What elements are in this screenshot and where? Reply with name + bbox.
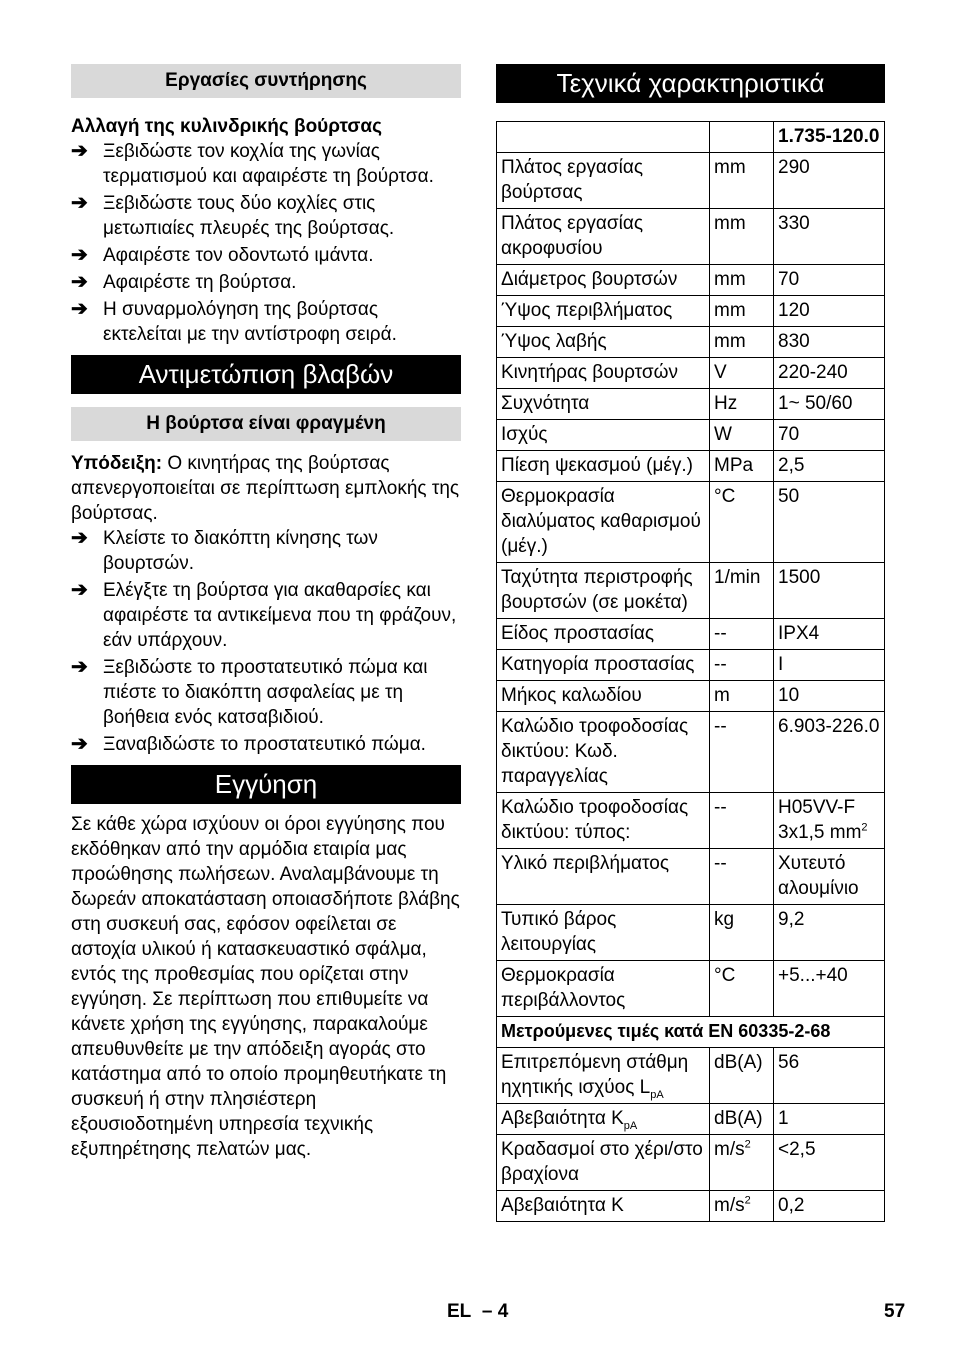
spec-label: Μήκος καλωδίου: [497, 681, 710, 712]
spec-label: Θερμοκρασία διαλύματος καθαρισμού (μέγ.): [497, 482, 710, 563]
arrow-right-icon: ➔: [71, 656, 88, 678]
arrow-right-icon: ➔: [71, 192, 88, 214]
spec-label: Τυπικό βάρος λειτουργίας: [497, 905, 710, 961]
spec-unit: V: [710, 358, 774, 389]
table-row: Αβεβαιότητα K $m/s^2$ 0,2: [497, 1191, 885, 1222]
table-row: [497, 712, 885, 793]
spec-unit: --: [710, 849, 774, 905]
table-header-row: [497, 122, 885, 153]
spec-label: Διάμετρος βουρτσών: [497, 265, 710, 296]
brush-change-subheading: Αλλαγή της κυλινδρικής βούρτσας: [71, 116, 382, 137]
spec-value: 9,2: [774, 905, 885, 961]
spec-label: Καλώδιο τροφοδοσίας δικτύου: τύπος:: [497, 793, 710, 849]
spec-value: 1500: [774, 563, 885, 619]
table-row: [497, 961, 885, 1017]
spec-unit: mm: [710, 153, 774, 209]
table-row: [497, 793, 885, 849]
arrow-right-icon: ➔: [71, 579, 88, 601]
spec-value: 830: [774, 327, 885, 358]
left-column: [71, 64, 461, 1162]
table-row: [497, 389, 885, 420]
spec-value: H05VV-F 3x1,5 $mm^2$: [774, 793, 885, 849]
troubleshooting-header: Αντιμετώπιση βλαβών: [71, 355, 461, 394]
table-row: Επιτρεπόμενη στάθμη ηχητικής ισχύος $L_{pA}$ dB(A) 56: [497, 1048, 885, 1104]
list-item: ➔ Αφαιρέστε τη βούρτσα.: [71, 271, 297, 293]
spec-unit: 1/min: [710, 563, 774, 619]
table-row: [497, 451, 885, 482]
footer-section: – 4: [481, 1301, 509, 1322]
spec-value: 120: [774, 296, 885, 327]
maintenance-steps: [71, 139, 461, 347]
spec-value: 2,5: [774, 451, 885, 482]
tech-data-header: Τεχνικά χαρακτηριστικά: [496, 64, 885, 103]
spec-value: 10: [774, 681, 885, 712]
measured-values-row: [497, 1017, 885, 1048]
spec-value: 330: [774, 209, 885, 265]
note-label: Υπόδειξη:: [71, 453, 163, 474]
spec-label: Υλικό περιβλήματος: [497, 849, 710, 905]
spec-unit: --: [710, 793, 774, 849]
spec-unit: --: [710, 619, 774, 650]
spec-value: 1~ 50/60: [774, 389, 885, 420]
list-item: ➔ Αφαιρέστε τον οδοντωτό ιμάντα.: [71, 244, 374, 266]
note-text: Ο κινητήρας της βούρτσας απενεργοποιείται σε περίπτωση εμπλοκής της βούρτσας.: [71, 453, 460, 524]
spec-unit: --: [710, 650, 774, 681]
list-item: ➔ Ξεβιδώστε τους δύο κοχλίες στις μετωπιαίες πλευρές της βούρτσας.: [71, 192, 395, 239]
footer-language: EL – 4: [447, 1301, 509, 1322]
spec-unit: °C: [710, 482, 774, 563]
table-row: [497, 563, 885, 619]
spec-value: 70: [774, 265, 885, 296]
spec-value: Χυτευτό αλουμίνιο: [774, 849, 885, 905]
spec-unit: mm: [710, 296, 774, 327]
spec-label: Θερμοκρασία περιβάλλοντος: [497, 961, 710, 1017]
arrow-right-icon: ➔: [71, 271, 88, 293]
table-row: [497, 153, 885, 209]
measured-values-header: Μετρούμενες τιμές κατά EN 60335-2-68: [497, 1017, 885, 1048]
arrow-right-icon: ➔: [71, 244, 88, 266]
spec-unit: kg: [710, 905, 774, 961]
spec-unit: MPa: [710, 451, 774, 482]
spec-label: Πίεση ψεκασμού (μέγ.): [497, 451, 710, 482]
table-row: [497, 209, 885, 265]
list-item: ➔ Κλείστε το διακόπτη κίνησης των βουρτσών.: [71, 527, 378, 574]
table-row: [497, 358, 885, 389]
spec-unit: mm: [710, 209, 774, 265]
table-row: [497, 849, 885, 905]
table-row: Αβεβαιότητα $K_{pA}$ dB(A) 1: [497, 1104, 885, 1135]
tech-data-table: [496, 121, 885, 1222]
list-item: ➔ Ξαναβιδώστε το προστατευτικό πώμα.: [71, 733, 426, 755]
arrow-right-icon: ➔: [71, 140, 88, 162]
spec-label: Κινητήρας βουρτσών: [497, 358, 710, 389]
spec-label: Ισχύς: [497, 420, 710, 451]
list-item: ➔ Ξεβιδώστε τον κοχλία της γωνίας τερματισμού και αφαιρέστε τη βούρτσα.: [71, 140, 434, 187]
model-number: 1.735-120.0: [774, 122, 885, 153]
spec-value: 50: [774, 482, 885, 563]
spec-unit: W: [710, 420, 774, 451]
spec-unit: mm: [710, 327, 774, 358]
warranty-text: Σε κάθε χώρα ισχύουν οι όροι εγγύησης που εκδόθηκαν από την αρμόδια εταιρία μας προώθησης πωλήσεων. Αναλαμβάνουμε τη δωρεάν αποκατάσταση οποιασδήποτε βλάβης στη συσκευή σας, εφόσον οφείλεται σε αστοχία υλικού ή κατασκευαστικό σφάλμα, εντός της προθεσμίας που ορίζεται στην εγγύηση. Σε περίπτωση που επιθυμείτε να κάνετε χρήση της εγγύησης, παρακαλούμε απευθυνθείτε με την απόδειξη αγοράς στο κατάστημα από το οποίο προμηθευτήκατε τη συσκευή ή στην πλησιέστερη εξουσιοδοτημένη υπηρεσία τεχνικής εξυπηρέτησης πελατών μας.: [71, 814, 460, 1160]
spec-unit: --: [710, 712, 774, 793]
maintenance-header: Εργασίες συντήρησης: [71, 64, 461, 98]
right-column: [496, 64, 885, 1222]
page-number: 57: [884, 1301, 906, 1322]
spec-label: Ύψος λαβής: [497, 327, 710, 358]
table-row: Κραδασμοί στο χέρι/στο βραχίονα $m/s^2$ <2,5: [497, 1135, 885, 1191]
list-item: ➔ Η συναρμολόγηση της βούρτσας εκτελείται με την αντίστροφη σειρά.: [71, 298, 397, 345]
spec-value: IPX4: [774, 619, 885, 650]
spec-label: Είδος προστασίας: [497, 619, 710, 650]
brush-blocked-subheader: Η βούρτσα είναι φραγμένη: [71, 407, 461, 441]
spec-label: Συχνότητα: [497, 389, 710, 420]
table-row: [497, 420, 885, 451]
spec-label: Πλάτος εργασίας ακροφυσίου: [497, 209, 710, 265]
spec-label: Ύψος περιβλήματος: [497, 296, 710, 327]
table-row: [497, 681, 885, 712]
arrow-right-icon: ➔: [71, 527, 88, 549]
spec-unit: m: [710, 681, 774, 712]
spec-value: 6.903-226.0: [774, 712, 885, 793]
spec-label: Καλώδιο τροφοδοσίας δικτύου: Κωδ. παραγγελίας: [497, 712, 710, 793]
warranty-header: Εγγύηση: [71, 765, 461, 804]
spec-value: 290: [774, 153, 885, 209]
spec-label: Ταχύτητα περιστροφής βουρτσών (σε μοκέτα): [497, 563, 710, 619]
spec-value: I: [774, 650, 885, 681]
table-row: [497, 327, 885, 358]
table-row: [497, 482, 885, 563]
spec-unit: mm: [710, 265, 774, 296]
spec-unit: Hz: [710, 389, 774, 420]
table-row: [497, 296, 885, 327]
spec-value: 70: [774, 420, 885, 451]
arrow-right-icon: ➔: [71, 733, 88, 755]
table-row: [497, 619, 885, 650]
list-item: ➔ Ξεβιδώστε το προστατευτικό πώμα και πιέστε το διακόπτη ασφαλείας με τη βοήθεια ενός κατσαβιδιού.: [71, 656, 428, 728]
table-row: [497, 650, 885, 681]
spec-unit: °C: [710, 961, 774, 1017]
spec-label: Κατηγορία προστασίας: [497, 650, 710, 681]
spec-value: +5...+40: [774, 961, 885, 1017]
spec-label: Πλάτος εργασίας βούρτσας: [497, 153, 710, 209]
spec-value: 220-240: [774, 358, 885, 389]
table-row: [497, 265, 885, 296]
list-item: ➔ Ελέγξτε τη βούρτσα για ακαθαρσίες και αφαιρέστε τα αντικείμενα που τη φράζουν, εάν υπάρχουν.: [71, 579, 457, 651]
troubleshooting-note: [71, 451, 461, 526]
table-row: [497, 905, 885, 961]
arrow-right-icon: ➔: [71, 298, 88, 320]
troubleshooting-steps: [71, 526, 461, 757]
